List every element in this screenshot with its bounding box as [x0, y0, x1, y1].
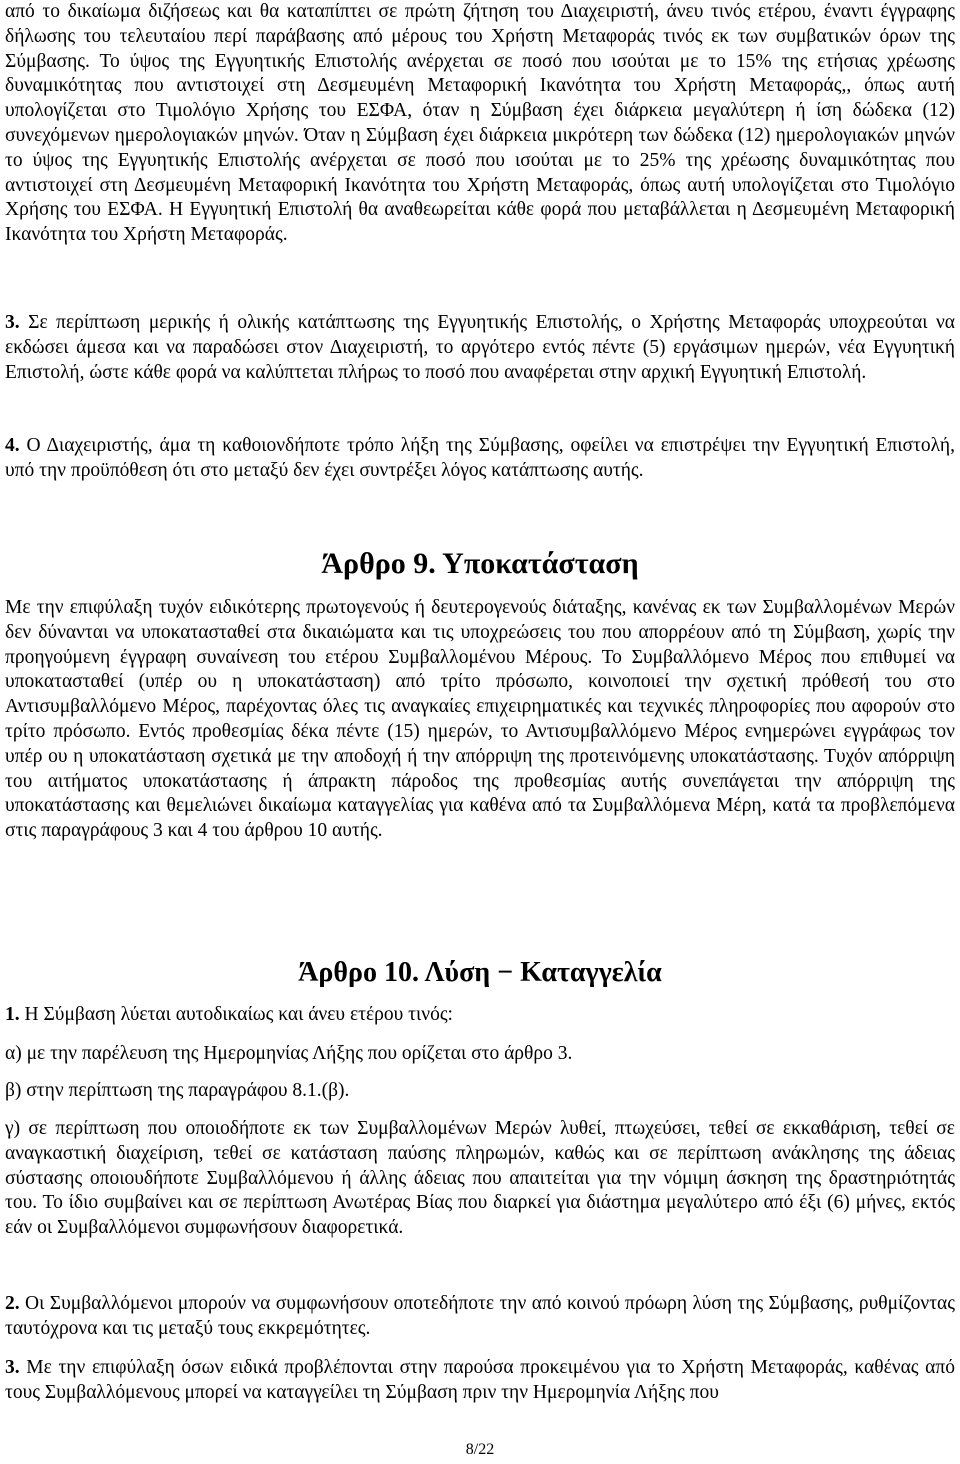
article-10-heading: Άρθρο 10. Λύση − Καταγγελία	[298, 957, 662, 988]
article-9-heading: Άρθρο 9. Υποκατάσταση	[321, 547, 639, 580]
item-number: 2.	[5, 1293, 20, 1314]
item-number: 3.	[5, 1357, 20, 1378]
paragraph-4	[5, 434, 955, 484]
article-10-item-b: β) στην περίπτωση της παραγράφου 8.1.(β).	[5, 1080, 350, 1101]
article-10-item-1	[5, 1003, 955, 1028]
article-10-item-c: γ) σε περίπτωση που οποιοδήποτε εκ των Συμβαλλομένων Μερών λυθεί, πτωχεύσει, τεθεί σε εκκαθάριση, τεθεί σε αναγκαστική διαχείριση, τεθεί σε κατάσταση παύσης πληρωμών, καθώς και σε περίπτωση ανάκλησης της άδειας σύστασης οποιουδήποτε Συμβαλλόμενου ή άλλης άδειας που απαιτείται για την νόμιμη άσκηση της δραστηριότητάς του. Το ίδιο συμβαίνει και σε περίπτωση Ανωτέρας Βίας που διαρκεί για διάστημα μεγαλύτερο από έξι (6) μήνες, εκτός εάν οι Συμβαλλόμενοι συμφωνήσουν διαφορετικά.	[5, 1118, 955, 1239]
article-9-body: Με την επιφύλαξη τυχόν ειδικότερης πρωτογενούς ή δευτερογενούς διάταξης, κανένας εκ των Συμβαλλομένων Μερών δεν δύνανται να υποκατασταθεί στα δικαιώματα και τις υποχρεώσεις του που απορρέουν από τη Σύμβαση, χωρίς την προηγούμενη έγγραφη συναίνεση του ετέρου Συμβαλλομένου Μέρους. Το Συμβαλλόμενο Μέρος που επιθυμεί να υποκατασταθεί (υπέρ ου η υποκατάσταση) από τρίτο πρόσωπο, κοινοποιεί την σχετική πρόθεσή του στο Αντισυμβαλλόμενο Μέρος, παρέχοντας όλες τις αναγκαίες επιχειρηματικές και τεχνικές πληροφορίες που αφορούν στο τρίτο πρόσωπο. Εντός προθεσμίας δέκα πέντε (15) ημερών, το Αντισυμβαλλόμενο Μέρος ενημερώνει εγγράφως τον υπέρ ου η υποκατάσταση σχετικά με την αποδοχή ή την απόρριψη της προτεινόμενης υποκατάστασης. Τυχόν απόρριψη του αιτήματος υποκατάστασης ή άπρακτη πάροδος της προθεσμίας αυτής συνεπάγεται την απόρριψη της υποκατάστασης και θεμελιώνει δικαίωμα καταγγελίας για καθένα από τα Συμβαλλόμενα Μέρη, κατά τα προβλεπόμενα στις παραγράφους 3 και 4 του άρθρου 10 αυτής.	[5, 597, 955, 842]
item-text: Με την επιφύλαξη όσων ειδικά προβλέπονται στην παρούσα προκειμένου για το Χρήστη Μεταφοράς, καθένας από τους Συμβαλλόμενους μπορεί να καταγγείλει τη Σύμβαση πριν την Ημερομηνία Λήξης που	[5, 1357, 955, 1403]
paragraph-text: Ο Διαχειριστής, άμα τη καθοιονδήποτε τρόπο λήξη της Σύμβασης, οφείλει να επιστρέψει την Εγγυητική Επιστολή, υπό την προϋπόθεση ότι στο μεταξύ δεν έχει συντρέξει λόγος κατάπτωσης αυτής.	[5, 435, 955, 481]
paragraph-3	[5, 311, 955, 385]
item-text: Οι Συμβαλλόμενοι μπορούν να συμφωνήσουν οποτεδήποτε την από κοινού πρόωρη λύση της Σύμβασης, ρυθμίζοντας ταυτόχρονα και τις μεταξύ τους εκκρεμότητες.	[5, 1293, 955, 1339]
paragraph-number: 4.	[5, 435, 20, 456]
article-10-item-3	[5, 1356, 955, 1406]
intro-paragraph: από το δικαίωμα διζήσεως και θα καταπίπτει σε πρώτη ζήτηση του Διαχειριστή, άνευ τινός ετέρου, έναντι έγγραφης δήλωσης του τελευταίου περί παράβασης από μέρους του Χρήστη Μεταφοράς τινός εκ των συμβατικών όρων της Σύμβασης. Το ύψος της Εγγυητικής Επιστολής ανέρχεται σε ποσό που ισούται με το 15% της ετήσιας χρέωσης δυναμικότητας που αντιστοιχεί στη Δεσμευμένη Μεταφορική Ικανότητα του Χρήστη Μεταφοράς,, όπως αυτή υπολογίζεται στο Τιμολόγιο Χρήσης του ΕΣΦΑ, όταν η Σύμβαση έχει διάρκεια μεγαλύτερη ή ίση δώδεκα (12) συνεχόμενων ημερολογιακών μηνών. Όταν η Σύμβαση έχει διάρκεια μικρότερη των δώδεκα (12) ημερολογιακών μηνών το ύψος της Εγγυητικής Επιστολής ανέρχεται σε ποσό που ισούται με το 25% της χρέωσης δυναμικότητας που αντιστοιχεί στη Δεσμευμένη Μεταφορική Ικανότητα του Χρήστη Μεταφοράς, όπως αυτή υπολογίζεται στο Τιμολόγιο Χρήσης του ΕΣΦΑ. Η Εγγυητική Επιστολή θα αναθεωρείται κάθε φορά που μεταβάλλεται η Δεσμευμένη Μεταφορική Ικανότητα του Χρήστη Μεταφοράς.	[5, 1, 955, 246]
paragraph-text: Σε περίπτωση μερικής ή ολικής κατάπτωσης της Εγγυητικής Επιστολής, ο Χρήστης Μεταφοράς υποχρεούται να εκδώσει άμεσα και να παραδώσει στον Διαχειριστή, το αργότερο εντός πέντε (5) εργάσιμων ημερών, νέα Εγγυητική Επιστολή, ώστε κάθε φορά να καλύπτεται πλήρως το ποσό που αναφέρεται στην αρχική Εγγυητική Επιστολή.	[5, 312, 955, 383]
article-10-item-2	[5, 1292, 955, 1342]
item-number: 1.	[5, 1004, 20, 1025]
paragraph-number: 3.	[5, 312, 20, 333]
item-text: Η Σύμβαση λύεται αυτοδικαίως και άνευ ετέρου τινός:	[19, 1004, 453, 1025]
article-10-item-a: α) με την παρέλευση της Ημερομηνίας Λήξης που ορίζεται στο άρθρο 3.	[5, 1043, 573, 1064]
page-number: 8/22	[465, 1441, 495, 1458]
